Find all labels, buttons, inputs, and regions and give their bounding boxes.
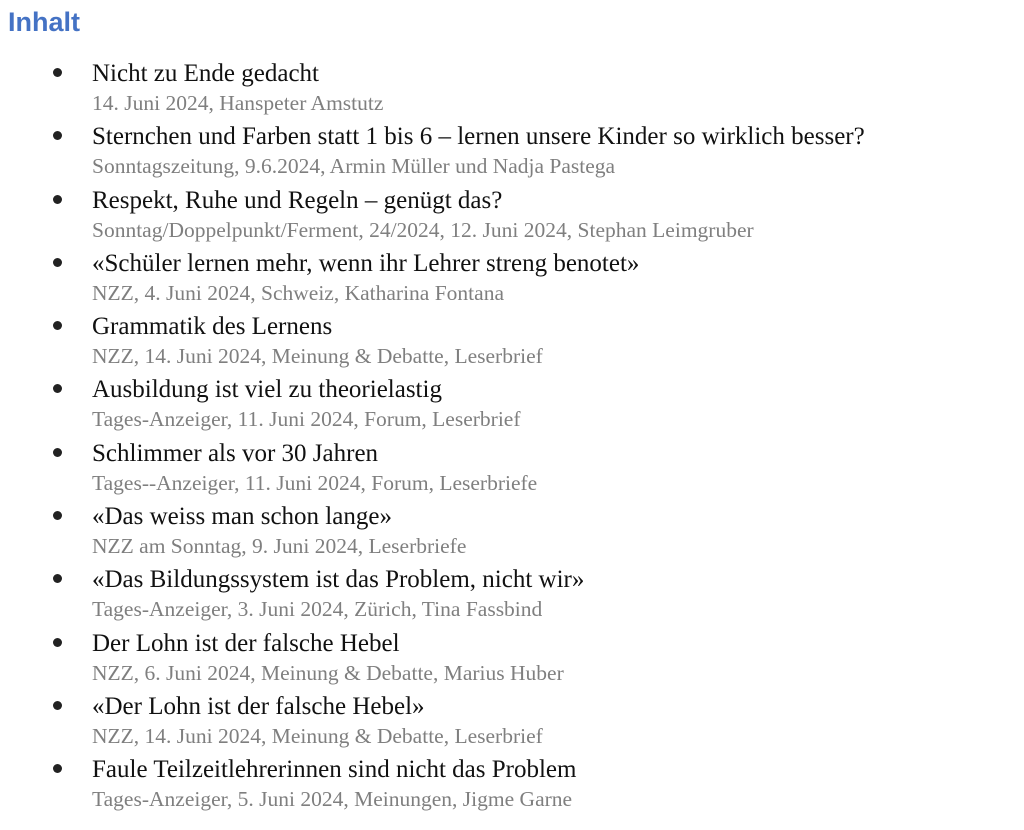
- bullet-icon: [53, 448, 62, 457]
- toc-item-title[interactable]: Sternchen und Farben statt 1 bis 6 – lernen unsere Kinder so wirklich besser?: [92, 123, 865, 151]
- bullet-icon: [53, 131, 62, 140]
- toc-item-title[interactable]: «Der Lohn ist der falsche Hebel»: [92, 692, 425, 720]
- bullet-icon: [53, 68, 62, 77]
- toc-item[interactable]: [0, 564, 1024, 627]
- toc-item-source: NZZ, 4. Juni 2024, Schweiz, Katharina Fontana: [92, 280, 504, 305]
- bullet-icon: [53, 384, 62, 393]
- toc-item[interactable]: [0, 121, 1024, 184]
- toc-item-source: Tages-Anzeiger, 11. Juni 2024, Forum, Leserbrief: [92, 407, 521, 432]
- toc-item-title[interactable]: Der Lohn ist der falsche Hebel: [92, 629, 400, 657]
- bullet-icon: [53, 195, 62, 204]
- toc-item[interactable]: [0, 248, 1024, 311]
- toc-item[interactable]: [0, 311, 1024, 374]
- toc-item-source: Tages-Anzeiger, 5. Juni 2024, Meinungen, Jigme Garne: [92, 787, 573, 812]
- toc-item[interactable]: [0, 501, 1024, 564]
- toc-item-title[interactable]: Nicht zu Ende gedacht: [92, 60, 319, 87]
- bullet-icon: [53, 638, 62, 647]
- toc-item[interactable]: [0, 691, 1024, 754]
- toc-item-source: NZZ, 6. Juni 2024, Meinung & Debatte, Marius Huber: [92, 660, 564, 685]
- toc-item-title[interactable]: Ausbildung ist viel zu theorielastig: [92, 376, 442, 404]
- toc-item-source: NZZ, 14. Juni 2024, Meinung & Debatte, Leserbrief: [92, 344, 543, 369]
- toc-list: [0, 58, 1024, 818]
- toc-item-source: Sonntag/Doppelpunkt/Ferment, 24/2024, 12. Juni 2024, Stephan Leimgruber: [92, 217, 754, 242]
- toc-item-title[interactable]: Grammatik des Lernens: [92, 313, 333, 341]
- toc-item-title[interactable]: Schlimmer als vor 30 Jahren: [92, 439, 379, 467]
- toc-item-title[interactable]: Respekt, Ruhe und Regeln – genügt das?: [92, 186, 503, 214]
- toc-item-source: Tages-Anzeiger, 3. Juni 2024, Zürich, Tina Fassbind: [92, 597, 543, 622]
- toc-item[interactable]: [0, 628, 1024, 691]
- bullet-icon: [53, 258, 62, 267]
- bullet-icon: [53, 511, 62, 520]
- toc-item[interactable]: [0, 185, 1024, 248]
- toc-item-source: NZZ am Sonntag, 9. Juni 2024, Leserbriefe: [92, 534, 467, 559]
- toc-item-title[interactable]: Faule Teilzeitlehrerinnen sind nicht das Problem: [92, 756, 577, 784]
- bullet-icon: [53, 321, 62, 330]
- toc-item[interactable]: [0, 58, 1024, 121]
- toc-item-source: Tages--Anzeiger, 11. Juni 2024, Forum, Leserbriefe: [92, 470, 538, 495]
- toc-item-title[interactable]: «Schüler lernen mehr, wenn ihr Lehrer streng benotet»: [92, 249, 640, 277]
- toc-item-source: Sonntagszeitung, 9.6.2024, Armin Müller und Nadja Pastega: [92, 154, 616, 179]
- bullet-icon: [53, 701, 62, 710]
- toc-item-title[interactable]: «Das Bildungssystem ist das Problem, nicht wir»: [92, 566, 585, 594]
- toc-heading: Inhalt: [8, 7, 80, 37]
- toc-item-source: NZZ, 14. Juni 2024, Meinung & Debatte, Leserbrief: [92, 723, 543, 748]
- toc-item[interactable]: [0, 754, 1024, 817]
- bullet-icon: [53, 764, 62, 773]
- toc-item[interactable]: [0, 374, 1024, 437]
- bullet-icon: [53, 574, 62, 583]
- toc-item-title[interactable]: «Das weiss man schon lange»: [92, 503, 392, 531]
- toc-item[interactable]: [0, 438, 1024, 501]
- toc-item-source: 14. Juni 2024, Hanspeter Amstutz: [92, 91, 384, 115]
